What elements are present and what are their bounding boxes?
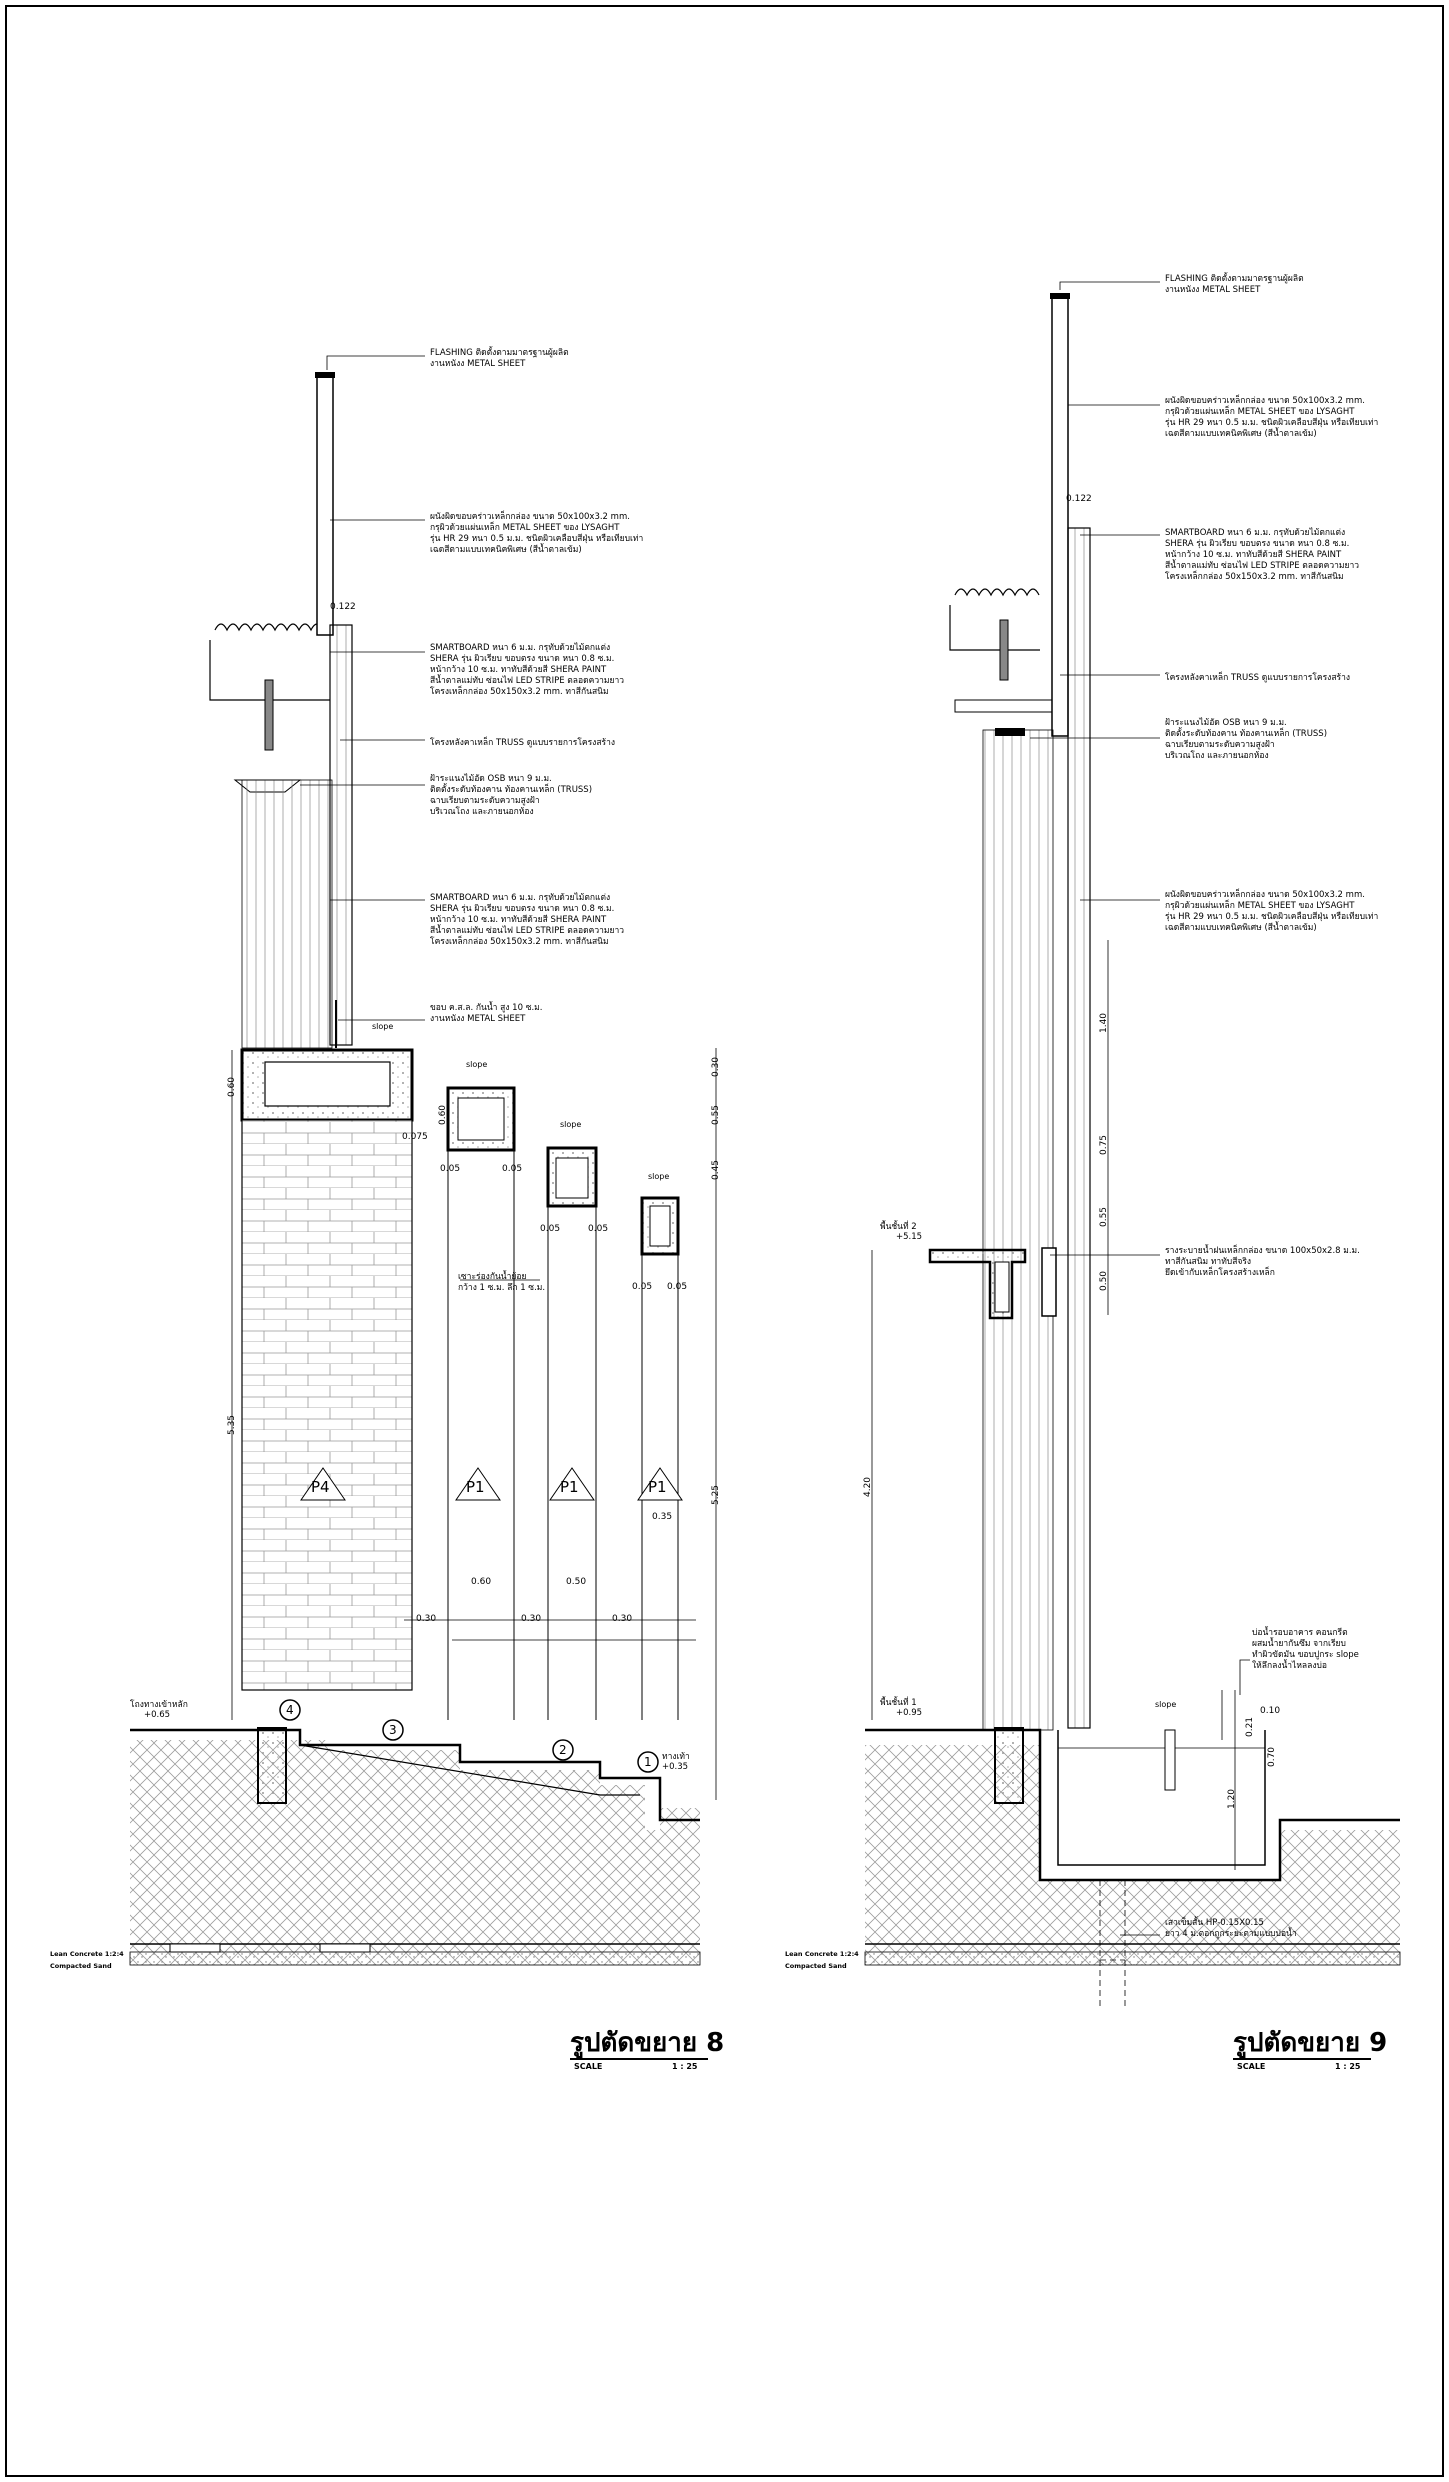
s9-note-flashing	[1165, 274, 1304, 296]
s9-floor1	[880, 1698, 922, 1718]
s8-marker-1: 1	[644, 1755, 652, 1769]
brick-wall-p4	[242, 1120, 412, 1690]
s8-title-underline	[570, 2058, 708, 2060]
s9-note-truss: โครงหลังคาเหล็ก TRUSS ดูแบบรายการโครงสร้าง	[1165, 673, 1351, 683]
s8-ground-label: โถงทางเข้าหลัก	[130, 1700, 188, 1710]
s8-note-osb	[430, 774, 592, 818]
s9-flashing-line1: FLASHING ติดตั้งตามมาตรฐานผู้ผลิต	[1165, 274, 1304, 284]
s9-lean: Lean Concrete 1:2:4	[785, 1950, 859, 1958]
s9-p5a-line2: กรุผิวด้วยแผ่นเหล็ก METAL SHEET ของ LYSAGHT	[1165, 407, 1355, 417]
s8-dim-r1: 0.30	[711, 1056, 722, 1078]
s9-osb-line4: บริเวณโถง และภายนอกห้อง	[1165, 751, 1269, 761]
s9-pile-line1: เสาเข็มสั้น HP-0.15X0.15	[1165, 1918, 1264, 1928]
s9-pond-line1: บ่อน้ำรอบอาคาร คอนกรีต	[1252, 1628, 1348, 1638]
s8-note-truss: โครงหลังคาเหล็ก TRUSS ดูแบบรายการโครงสร้าง	[430, 738, 616, 748]
s9-dim-h420: 4.20	[863, 1476, 874, 1498]
s8-note-flashing	[430, 348, 569, 370]
s8-tag-p1-a: P1	[466, 1478, 485, 1496]
s8-slope-3: slope	[560, 1120, 582, 1129]
s8-compacted: Compacted Sand	[50, 1962, 112, 1970]
s8-dim-d05-b: 0.05	[502, 1164, 523, 1174]
s8-groove-line2: กว้าง 1 ซ.ม. ลึก 1 ซ.ม.	[458, 1283, 546, 1293]
s8-walkway-level	[662, 1752, 690, 1772]
parapet-wall	[242, 372, 352, 1048]
s9-compacted: Compacted Sand	[785, 1962, 847, 1970]
s8-p6a-line2: SHERA รุ่น ผิวเรียบ ขอบตรง ขนาด หนา 0.8 ซ.ม.	[430, 654, 615, 664]
s9-pond-line2: ผสมน้ำยากันซึม จากเรียบ	[1252, 1639, 1346, 1649]
ground-8	[130, 1728, 700, 1965]
s9-p5b-line2: กรุผิวด้วยแผ่นเหล็ก METAL SHEET ของ LYSAGHT	[1165, 901, 1355, 911]
s9-gutter-line2: ทาสีกันสนิม ทาทับสีจริง	[1165, 1257, 1252, 1267]
s8-p6b-line2: SHERA รุ่น ผิวเรียบ ขอบตรง ขนาด หนา 0.8 ซ.ม.	[430, 904, 615, 914]
s8-dim-r3: 0.45	[711, 1159, 722, 1181]
s9-p6-line1: SMARTBOARD หนา 6 ม.ม. กรุทับด้วยไม้ตกแต่ง	[1165, 528, 1346, 538]
s9-note-p5a	[1165, 396, 1378, 440]
s8-dim-d05-c: 0.05	[540, 1224, 561, 1234]
s8-groove-line1: เซาะร่องกันน้ำย้อย	[458, 1272, 527, 1282]
s8-p5-line4: เฉดสีตามแบบเทคนิคพิเศษ (สีน้ำตาลเข้ม)	[430, 545, 582, 555]
s9-dim-p070: 0.70	[1267, 1746, 1278, 1768]
fins	[448, 1088, 678, 1720]
s8-note-p5	[430, 512, 643, 556]
s8-ground-level	[130, 1700, 188, 1720]
s8-note-groove	[458, 1272, 545, 1294]
s8-dim-w060: 0.60	[471, 1577, 492, 1587]
s8-p6a-line5: โครงเหล็กกล่อง 50x150x3.2 mm. ทาสีกันสนิม	[430, 687, 609, 697]
s8-slope-1: slope	[372, 1022, 394, 1031]
s8-dim-d05-d: 0.05	[588, 1224, 609, 1234]
s8-dim-left-height: 5.35	[227, 1414, 238, 1436]
s9-note-pond	[1252, 1628, 1359, 1672]
s9-floor1-value: +0.95	[896, 1708, 923, 1718]
s9-p6-line5: โครงเหล็กกล่อง 50x150x3.2 mm. ทาสีกันสนิม	[1165, 572, 1344, 582]
s8-dim-r4: 5.25	[711, 1484, 722, 1506]
s9-p5b-line4: เฉดสีตามแบบเทคนิคพิเศษ (สีน้ำตาลเข้ม)	[1165, 923, 1317, 933]
s8-p6b-line4: สีน้ำตาลแม่ทับ ซ่อนไฟ LED STRIPE ตลอดความยาว	[430, 926, 625, 936]
s9-dim-v050: 0.50	[1099, 1270, 1110, 1292]
s9-title-underline	[1233, 2058, 1371, 2060]
s9-note-pile	[1165, 1918, 1297, 1940]
roof-truss	[210, 624, 330, 792]
ground-9	[865, 1728, 1400, 2010]
s9-osb-line1: ฝ้าระแนงไม้อัด OSB หนา 9 ม.ม.	[1165, 718, 1287, 728]
s8-p5-line3: รุ่น HR 29 หนา 0.5 ม.ม. ชนิดผิวเคลือบสีฝุ่น หรือเทียบเท่า	[430, 534, 644, 544]
s8-dim-d05-a: 0.05	[440, 1164, 461, 1174]
s9-pile-line2: ยาว 4 ม.ตอกถูกระยะตามแบบบ่อน้ำ	[1165, 1929, 1297, 1939]
s8-scale-value: 1 : 25	[672, 2062, 698, 2071]
s8-dim-r2: 0.55	[711, 1104, 722, 1126]
s8-tag-p1-b: P1	[560, 1478, 579, 1496]
s9-note-osb	[1165, 718, 1327, 762]
s9-p5b-line3: รุ่น HR 29 หนา 0.5 ม.ม. ชนิดผิวเคลือบสีฝุ่น หรือเทียบเท่า	[1165, 912, 1379, 922]
s8-note-coping	[430, 1003, 542, 1025]
s8-dim-d05-e: 0.05	[632, 1282, 653, 1292]
s9-p5b-line1: ผนังผิดขอบคร่าวเหล็กกล่อง ขนาด 50x100x3.2 mm.	[1165, 890, 1365, 900]
s9-p5a-line1: ผนังผิดขอบคร่าวเหล็กกล่อง ขนาด 50x100x3.2 mm.	[1165, 396, 1365, 406]
s8-walkway-value: +0.35	[662, 1762, 689, 1772]
s9-scale-value: 1 : 25	[1335, 2062, 1361, 2071]
roof-truss-9	[950, 589, 1060, 712]
s8-dim-w050: 0.50	[566, 1577, 587, 1587]
s8-p6b-line1: SMARTBOARD หนา 6 ม.ม. กรุทับด้วยไม้ตกแต่ง	[430, 893, 611, 903]
s8-tag-p4: P4	[311, 1478, 330, 1496]
s8-coping-line1: ขอบ ค.ส.ล. กันน้ำ สูง 10 ซ.ม.	[430, 1003, 543, 1013]
s8-lean: Lean Concrete 1:2:4	[50, 1950, 124, 1958]
tall-wall-9	[983, 293, 1090, 1730]
s9-floor1-label: พื้นชั้นที่ 1	[880, 1698, 917, 1708]
s8-osb-line1: ฝ้าระแนงไม้อัด OSB หนา 9 ม.ม.	[430, 774, 552, 784]
sheet-border	[6, 6, 1443, 2476]
s9-p6-line3: หน้ากว้าง 10 ซ.ม. ทาทับสีด้วยสี SHERA PAINT	[1165, 550, 1342, 560]
s9-dim-v055: 0.55	[1099, 1206, 1110, 1228]
s8-dim-d05-f: 0.05	[667, 1282, 688, 1292]
s9-dim-v140: 1.40	[1099, 1012, 1110, 1034]
s8-p6a-line1: SMARTBOARD หนา 6 ม.ม. กรุทับด้วยไม้ตกแต่ง	[430, 643, 611, 653]
s8-title: รูปตัดขยาย 8	[570, 2028, 725, 2058]
s9-osb-line3: ฉาบเรียบตามระดับความสูงฝ้า	[1165, 740, 1275, 750]
s9-note-p5b	[1165, 890, 1378, 934]
s8-marker-4: 4	[286, 1703, 294, 1717]
s8-slope-4: slope	[648, 1172, 670, 1181]
s9-slope: slope	[1155, 1700, 1177, 1709]
s8-dim-box-h: 0.60	[438, 1104, 449, 1126]
s9-floor2	[880, 1222, 922, 1242]
s8-osb-line3: ฉาบเรียบตามระดับความสูงฝ้า	[430, 796, 540, 806]
s9-scale-label: SCALE	[1237, 2062, 1266, 2071]
s9-title: รูปตัดขยาย 9	[1233, 2028, 1388, 2058]
s8-p5-line1: ผนังผิดขอบคร่าวเหล็กกล่อง ขนาด 50x100x3.2 mm.	[430, 512, 630, 522]
s9-p5a-line4: เฉดสีตามแบบเทคนิคพิเศษ (สีน้ำตาลเข้ม)	[1165, 429, 1317, 439]
s9-pond-line4: ให้ลึกลงน้ำไหลลงบ่อ	[1252, 1661, 1327, 1671]
s9-gutter-line1: รางระบายน้ำฝนเหล็กกล่อง ขนาด 100x50x2.8 ม.ม.	[1165, 1246, 1360, 1256]
s8-marker-2: 2	[559, 1743, 567, 1757]
s8-walkway-label: ทางเท้า	[662, 1752, 690, 1762]
s8-slope-2: slope	[466, 1060, 488, 1069]
s9-flashing-line2: งานหนังง METAL SHEET	[1165, 285, 1261, 295]
s8-p6b-line5: โครงเหล็กกล่อง 50x150x3.2 mm. ทาสีกันสนิม	[430, 937, 609, 947]
beam-8	[242, 1050, 412, 1120]
s8-p6a-line3: หน้ากว้าง 10 ซ.ม. ทาทับสีด้วยสี SHERA PAINT	[430, 665, 607, 675]
s9-dim-p120: 1.20	[1227, 1788, 1238, 1810]
s8-scale-label: SCALE	[574, 2062, 603, 2071]
s8-dim-coping: 0.122	[330, 602, 356, 612]
s8-osb-line4: บริเวณโถง และภายนอกห้อง	[430, 807, 534, 817]
s9-osb-line2: ติดตั้งระดับท้องคาน ท้องคานเหล็ก (TRUSS)	[1165, 729, 1328, 739]
s9-gutter-line3: ยึดเข้ากับเหล็กโครงสร้างเหล็ก	[1165, 1268, 1275, 1278]
s8-dim-g030-a: 0.30	[416, 1614, 437, 1624]
s9-pond-line3: ทำผิวขัดมัน ขอบปูกระ slope	[1252, 1650, 1359, 1660]
s8-flashing-line2: งานหนังง METAL SHEET	[430, 359, 526, 369]
s8-coping-line2: งานหนังง METAL SHEET	[430, 1014, 526, 1024]
s8-tag-p1-c: P1	[648, 1478, 667, 1496]
s9-floor2-label: พื้นชั้นที่ 2	[880, 1222, 917, 1232]
s8-osb-line2: ติดตั้งระดับท้องคาน ท้องคานเหล็ก (TRUSS)	[430, 785, 593, 795]
section-8	[130, 356, 716, 1965]
s8-marker-3: 3	[389, 1723, 397, 1737]
s8-flashing-line1: FLASHING ติดตั้งตามมาตรฐานผู้ผลิต	[430, 348, 569, 358]
s8-p6a-line4: สีน้ำตาลแม่ทับ ซ่อนไฟ LED STRIPE ตลอดความยาว	[430, 676, 625, 686]
s8-p5-line2: กรุผิวด้วยแผ่นเหล็ก METAL SHEET ของ LYSAGHT	[430, 523, 620, 533]
s9-dim-coping: 0.122	[1066, 494, 1092, 504]
s8-dim-beam: 0.60	[227, 1076, 238, 1098]
s8-p6b-line3: หน้ากว้าง 10 ซ.ม. ทาทับสีด้วยสี SHERA PAINT	[430, 915, 607, 925]
s8-dim-w035: 0.35	[652, 1512, 673, 1522]
s9-p5a-line3: รุ่น HR 29 หนา 0.5 ม.ม. ชนิดผิวเคลือบสีฝุ่น หรือเทียบเท่า	[1165, 418, 1379, 428]
s9-p6-line2: SHERA รุ่น ผิวเรียบ ขอบตรง ขนาด หนา 0.8 ซ.ม.	[1165, 539, 1350, 549]
s8-note-p6a	[430, 643, 624, 698]
s8-dim-g030-c: 0.30	[612, 1614, 633, 1624]
s9-dim-v075: 0.75	[1099, 1134, 1110, 1156]
s8-dim-g030-b: 0.30	[521, 1614, 542, 1624]
s9-dim-p010: 0.10	[1260, 1706, 1281, 1716]
s8-dim-small: 0.075	[402, 1132, 428, 1142]
s8-ground-value: +0.65	[144, 1710, 171, 1720]
s9-dim-p021: 0.21	[1245, 1716, 1256, 1738]
s9-note-p6	[1165, 528, 1359, 583]
s9-floor2-value: +5.15	[896, 1232, 923, 1242]
s9-note-gutter	[1165, 1246, 1360, 1279]
s9-p6-line4: สีน้ำตาลแม่ทับ ซ่อนไฟ LED STRIPE ตลอดความยาว	[1165, 561, 1360, 571]
s8-note-p6b	[430, 893, 624, 948]
